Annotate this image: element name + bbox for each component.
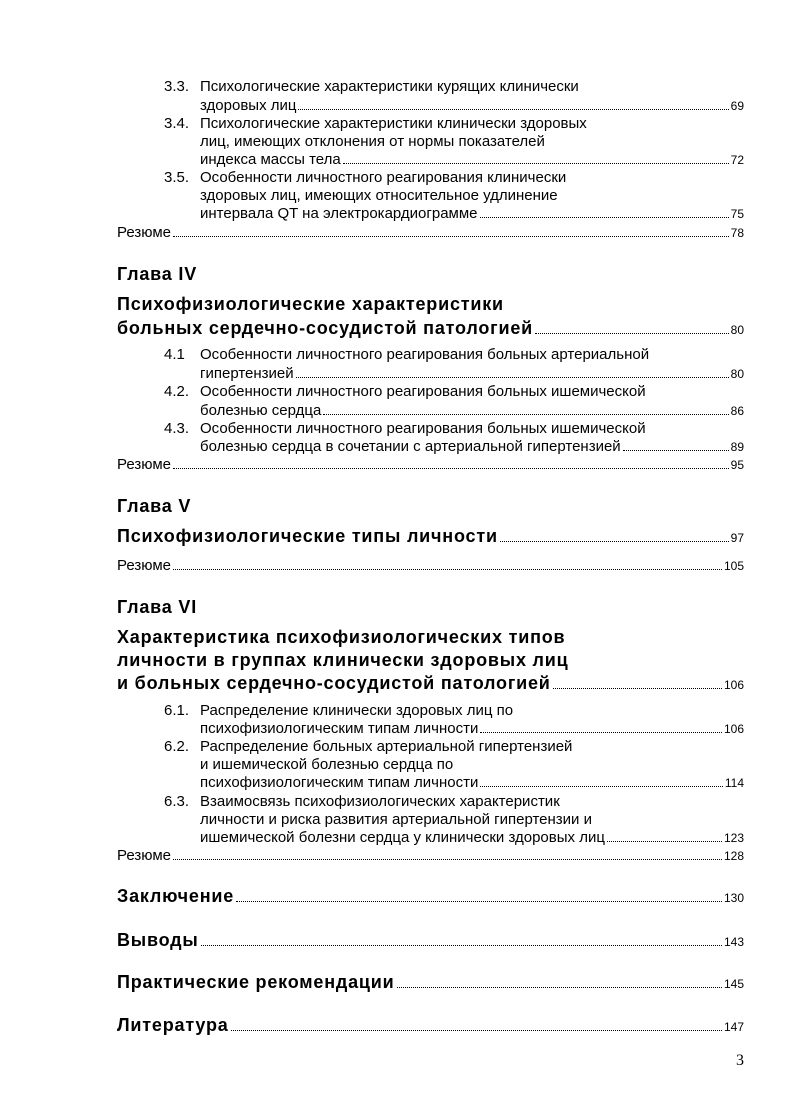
section-title-cont: психофизиологическим типам личности	[200, 774, 479, 791]
page-ref: 123	[723, 831, 744, 845]
toc-entry-6-1[interactable]	[200, 720, 744, 737]
chapter-heading-4: Глава IV	[117, 264, 197, 284]
section-number: 4.2.	[164, 383, 190, 400]
section-number: 4.3.	[164, 420, 190, 437]
page-ref: 106	[723, 678, 744, 692]
section-number: 3.5.	[164, 169, 190, 186]
dot-leader	[173, 569, 722, 570]
section-number: 4.1	[164, 346, 185, 363]
resume-label: Резюме	[117, 224, 171, 241]
page-ref: 105	[723, 559, 744, 573]
dot-leader	[296, 377, 729, 378]
chapter-title-6-line2: личности в группах клинически здоровых лиц	[117, 650, 569, 670]
section-title-cont: болезнью сердца в сочетании с артериальной гипертензией	[200, 438, 621, 455]
toc-entry-4-1[interactable]	[200, 365, 744, 382]
section-number: 6.3.	[164, 793, 190, 810]
section-title-cont: индекса массы тела	[200, 151, 341, 168]
dot-leader	[480, 217, 729, 218]
page-ref: 80	[730, 367, 744, 381]
page-number: 3	[736, 1052, 744, 1069]
toc-entry-chapter-6[interactable]	[117, 673, 744, 694]
toc-entry-resume-3[interactable]	[117, 224, 744, 241]
section-title-cont: психофизиологическим типам личности	[200, 720, 479, 737]
toc-entry-3-3-line1	[164, 78, 579, 95]
page-ref: 128	[723, 849, 744, 863]
chapter-title-6-line1: Характеристика психофизиологических типов	[117, 627, 566, 647]
section-title-cont: и ишемической болезнью сердца по	[200, 756, 454, 773]
section-title-cont: интервала QT на электрокардиограмме	[200, 205, 478, 222]
toc-entry-4-1-line1	[164, 346, 649, 363]
dot-leader	[231, 1030, 722, 1031]
section-number: 3.3.	[164, 78, 190, 95]
dot-leader	[343, 163, 729, 164]
chapter-title-4-line2: больных сердечно-сосудистой патологией	[117, 318, 534, 338]
section-number: 6.1.	[164, 702, 190, 719]
page-ref: 89	[730, 440, 744, 454]
page-ref: 97	[730, 531, 744, 545]
toc-entry-resume-5[interactable]	[117, 557, 744, 574]
page-ref: 130	[723, 891, 744, 905]
page-ref: 75	[730, 207, 744, 221]
page-ref: 145	[723, 977, 744, 991]
page-ref: 72	[730, 153, 744, 167]
section-title: Взаимосвязь психофизиологических характеристик	[200, 793, 560, 810]
dot-leader	[173, 859, 722, 860]
dot-leader	[323, 414, 728, 415]
page-ref: 95	[730, 458, 744, 472]
toc-entry-3-3[interactable]	[200, 97, 744, 114]
dot-leader	[201, 945, 722, 946]
toc-entry-findings[interactable]	[117, 930, 744, 951]
toc-entry-3-4[interactable]	[200, 151, 744, 168]
toc-entry-chapter-5[interactable]	[117, 526, 744, 547]
chapter-title-6-line3: и больных сердечно-сосудистой патологией	[117, 673, 551, 693]
toc-entry-3-4-line1	[164, 115, 587, 132]
dot-leader	[298, 109, 728, 110]
section-title-cont: болезнью сердца	[200, 402, 322, 419]
page-ref: 69	[730, 99, 744, 113]
section-title: Психологические характеристики курящих клинически	[200, 78, 579, 95]
toc-entry-literature[interactable]	[117, 1015, 744, 1036]
dot-leader	[480, 786, 722, 787]
conclusion-label: Заключение	[117, 886, 235, 906]
chapter-heading-6: Глава VI	[117, 597, 197, 617]
toc-entry-6-2-line1	[164, 738, 572, 755]
section-number: 6.2.	[164, 738, 190, 755]
toc-entry-6-3-line1	[164, 793, 560, 810]
dot-leader	[553, 688, 722, 689]
page-ref: 106	[723, 722, 744, 736]
toc-entry-resume-4[interactable]	[117, 456, 744, 473]
page-ref: 80	[730, 323, 744, 337]
toc-entry-recommendations[interactable]	[117, 972, 744, 993]
toc-entry-conclusion[interactable]	[117, 886, 744, 907]
resume-label: Резюме	[117, 557, 171, 574]
toc-entry-4-3-line1	[164, 420, 646, 437]
dot-leader	[500, 541, 729, 542]
dot-leader	[173, 468, 729, 469]
dot-leader	[623, 450, 729, 451]
section-title-cont: личности и риска развития артериальной гипертензии и	[200, 811, 592, 828]
section-title: Особенности личностного реагирования больных артериальной	[200, 346, 650, 363]
chapter-title-4-line1: Психофизиологические характеристики	[117, 294, 504, 314]
page-ref: 78	[730, 226, 744, 240]
section-title: Психологические характеристики клинически здоровых	[200, 115, 587, 132]
toc-entry-resume-6[interactable]	[117, 847, 744, 864]
section-title-cont: гипертензией	[200, 365, 294, 382]
recommendations-label: Практические рекомендации	[117, 972, 395, 992]
literature-label: Литература	[117, 1015, 229, 1035]
section-title: Распределение больных артериальной гипертензией	[200, 738, 573, 755]
findings-label: Выводы	[117, 930, 199, 950]
resume-label: Резюме	[117, 847, 171, 864]
toc-entry-6-1-line1	[164, 702, 513, 719]
section-title-cont: здоровых лиц	[200, 97, 297, 114]
toc-entry-3-5-line1	[164, 169, 566, 186]
page-ref: 143	[723, 935, 744, 949]
dot-leader	[607, 841, 722, 842]
dot-leader	[397, 987, 722, 988]
toc-entry-4-2-line1	[164, 383, 646, 400]
section-title: Особенности личностного реагирования больных ишемической	[200, 420, 646, 437]
section-title-cont: здоровых лиц, имеющих относительное удлинение	[200, 187, 558, 204]
toc-entry-3-5[interactable]	[200, 205, 744, 222]
section-title-cont: лиц, имеющих отклонения от нормы показателей	[200, 133, 545, 150]
page-ref: 114	[724, 776, 744, 790]
dot-leader	[236, 901, 722, 902]
toc-entry-chapter-4[interactable]	[117, 318, 744, 339]
chapter-heading-5: Глава V	[117, 496, 192, 516]
dot-leader	[535, 333, 729, 334]
toc-entry-4-3[interactable]	[200, 438, 744, 455]
page-ref: 86	[730, 404, 744, 418]
section-title: Особенности личностного реагирования клинически	[200, 169, 567, 186]
resume-label: Резюме	[117, 456, 171, 473]
dot-leader	[173, 236, 729, 237]
chapter-title-5: Психофизиологические типы личности	[117, 526, 498, 546]
section-title: Особенности личностного реагирования больных ишемической	[200, 383, 646, 400]
toc-entry-6-3[interactable]	[200, 829, 744, 846]
page-ref: 147	[723, 1020, 744, 1034]
section-title: Распределение клинически здоровых лиц по	[200, 702, 514, 719]
section-number: 3.4.	[164, 115, 190, 132]
toc-entry-4-2[interactable]	[200, 402, 744, 419]
section-title-cont: ишемической болезни сердца у клинически здоровых лиц	[200, 829, 605, 846]
toc-entry-6-2[interactable]	[200, 774, 744, 791]
dot-leader	[480, 732, 722, 733]
